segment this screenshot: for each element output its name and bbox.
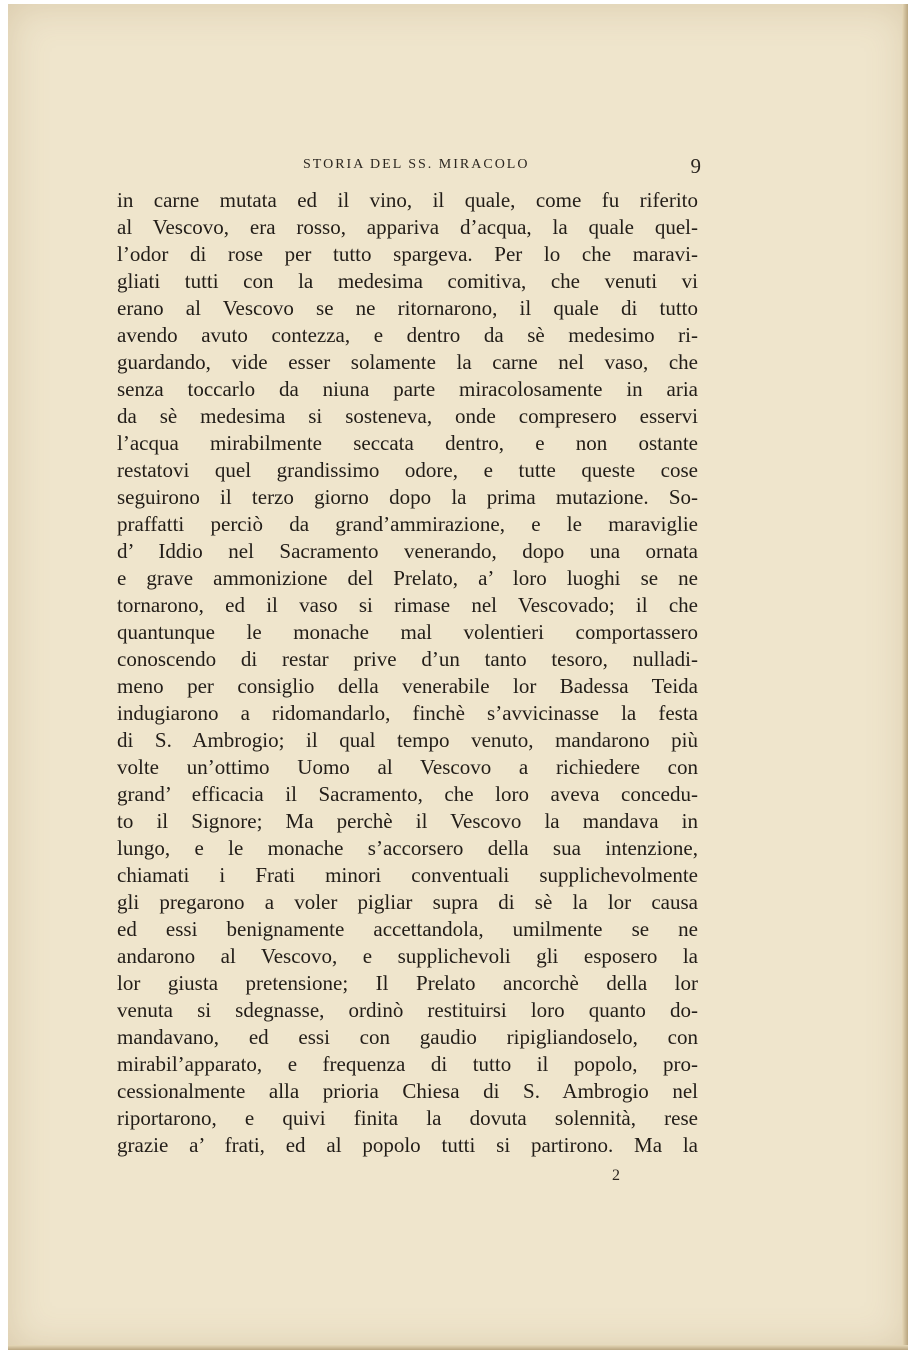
text-line: conoscendo di restar prive d’un tanto tesoro, nulladi- xyxy=(117,647,698,671)
text-line: guardando, vide esser solamente la carne nel vaso, che xyxy=(117,350,698,374)
text-line: venuta si sdegnasse, ordinò restituirsi loro quanto do- xyxy=(117,998,698,1022)
text-line: restatovi quel grandissimo odore, e tutte queste cose xyxy=(117,458,698,482)
text-line: da sè medesima si sosteneva, onde compresero esservi xyxy=(117,404,698,428)
text-line: l’odor di rose per tutto spargeva. Per lo che maravi- xyxy=(117,242,698,266)
text-line: grand’ efficacia il Sacramento, che loro aveva concedu- xyxy=(117,782,698,806)
text-line: chiamati i Frati minori conventuali supplichevolmente xyxy=(117,863,698,887)
text-line: andarono al Vescovo, e supplichevoli gli esposero la xyxy=(117,944,698,968)
text-line: al Vescovo, era rosso, appariva d’acqua, la quale quel- xyxy=(117,215,698,239)
text-line: d’ Iddio nel Sacramento venerando, dopo una ornata xyxy=(117,539,698,563)
text-line: in carne mutata ed il vino, il quale, come fu riferito xyxy=(117,188,698,212)
page-edge-right xyxy=(902,4,908,1350)
book-page xyxy=(8,4,908,1350)
text-line: riportarono, e quivi finita la dovuta solennità, rese xyxy=(117,1106,698,1130)
text-line: e grave ammonizione del Prelato, a’ loro luoghi se ne xyxy=(117,566,698,590)
running-title: STORIA DEL SS. MIRACOLO xyxy=(303,157,530,172)
text-line: meno per consiglio della venerabile lor Badessa Teida xyxy=(117,674,698,698)
text-line: to il Signore; Ma perchè il Vescovo la mandava in xyxy=(117,809,698,833)
running-head xyxy=(121,154,701,180)
text-line: grazie a’ frati, ed al popolo tutti si partirono. Ma la xyxy=(117,1133,698,1157)
text-line: mandavano, ed essi con gaudio ripigliandoselo, con xyxy=(117,1025,698,1049)
text-line: senza toccarlo da niuna parte miracolosamente in aria xyxy=(117,377,698,401)
text-line: praffatti perciò da grand’ammirazione, e le maraviglie xyxy=(117,512,698,536)
text-line: di S. Ambrogio; il qual tempo venuto, mandarono più xyxy=(117,728,698,752)
text-line: mirabil’apparato, e frequenza di tutto il popolo, pro- xyxy=(117,1052,698,1076)
text-line: avendo avuto contezza, e dentro da sè medesimo ri- xyxy=(117,323,698,347)
text-line: l’acqua mirabilmente seccata dentro, e non ostante xyxy=(117,431,698,455)
text-line: gli pregarono a voler pigliar supra di sè la lor causa xyxy=(117,890,698,914)
text-line: lungo, e le monache s’accorsero della sua intenzione, xyxy=(117,836,698,860)
page-number: 9 xyxy=(690,154,701,178)
text-line: erano al Vescovo se ne ritornarono, il quale di tutto xyxy=(117,296,698,320)
text-line: lor giusta pretensione; Il Prelato ancorchè della lor xyxy=(117,971,698,995)
text-line: cessionalmente alla prioria Chiesa di S. Ambrogio nel xyxy=(117,1079,698,1103)
text-line: quantunque le monache mal volentieri comportassero xyxy=(117,620,698,644)
text-line: seguirono il terzo giorno dopo la prima mutazione. So- xyxy=(117,485,698,509)
body-text xyxy=(117,187,698,1159)
text-line: indugiarono a ridomandarlo, finchè s’avvicinasse la festa xyxy=(117,701,698,725)
page-edge-bottom xyxy=(8,1345,908,1350)
text-line: tornarono, ed il vaso si rimase nel Vescovado; il che xyxy=(117,593,698,617)
text-line: gliati tutti con la medesima comitiva, che venuti vi xyxy=(117,269,698,293)
signature-mark: 2 xyxy=(612,1167,620,1184)
text-line: ed essi benignamente accettandola, umilmente se ne xyxy=(117,917,698,941)
text-line: volte un’ottimo Uomo al Vescovo a richiedere con xyxy=(117,755,698,779)
